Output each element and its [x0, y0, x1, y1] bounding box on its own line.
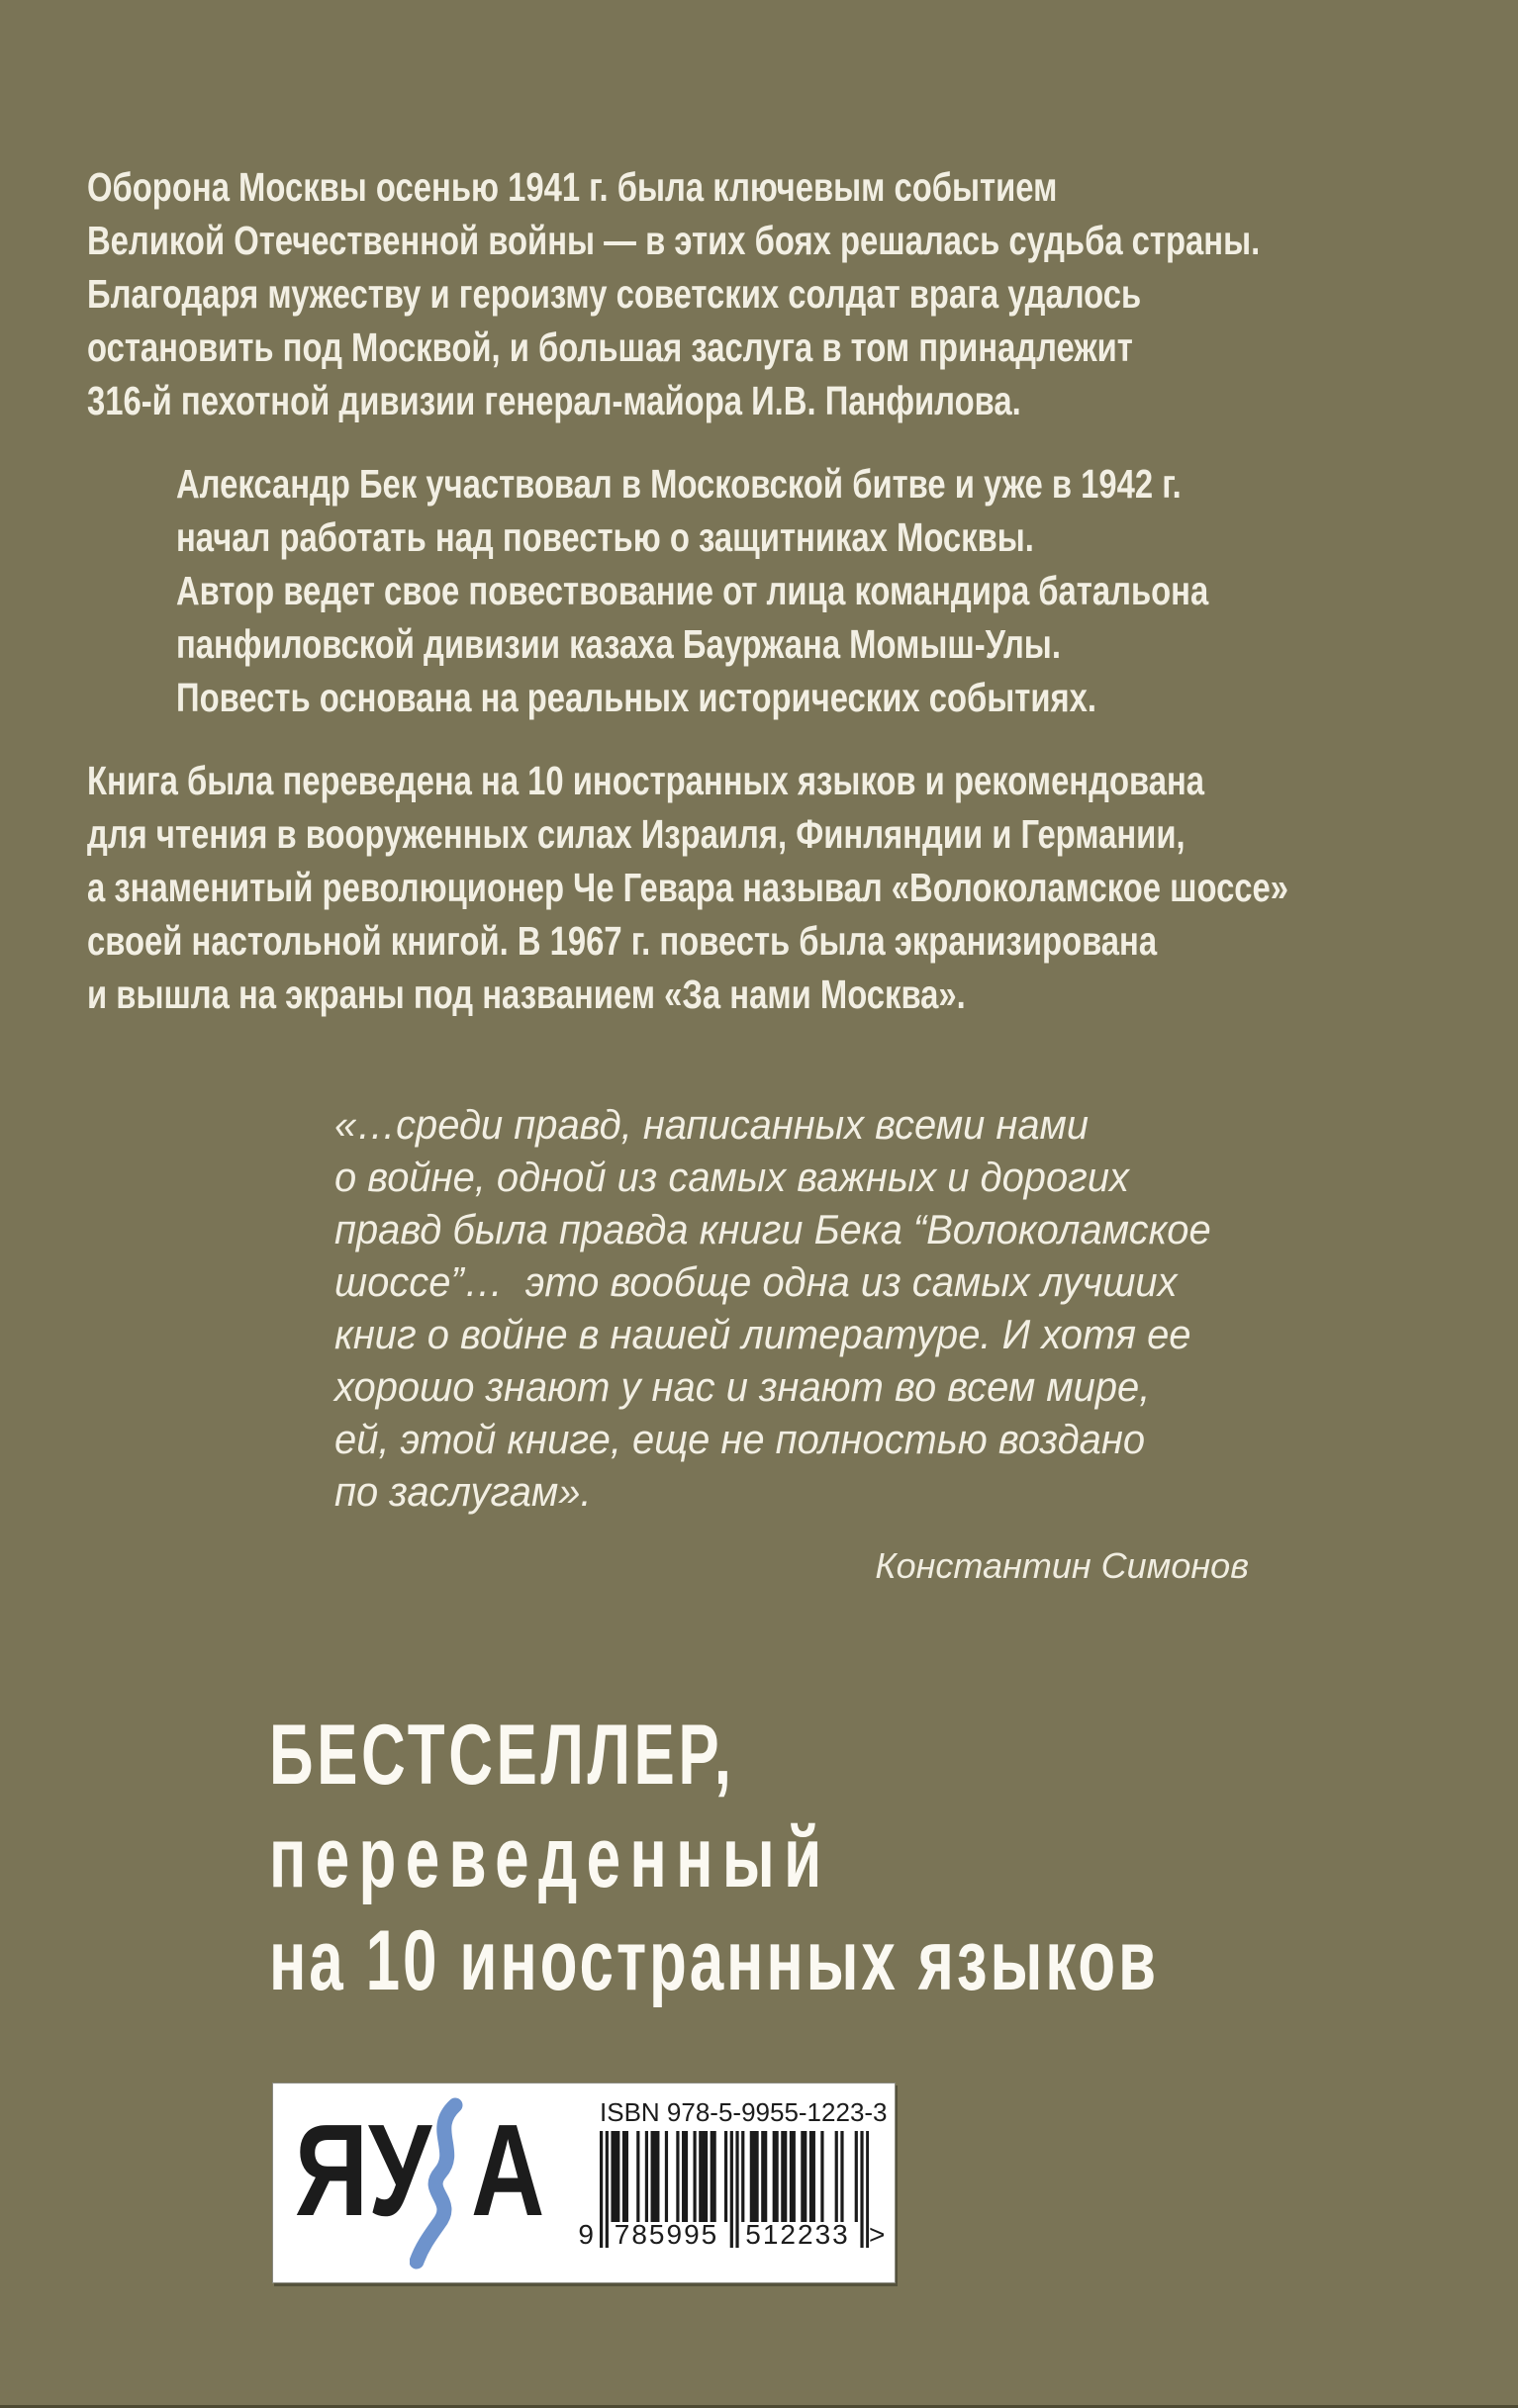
- synopsis-line: своей настольной книгой. В 1967 г. повесть была экранизирована: [87, 918, 1158, 964]
- synopsis-line: Книга была переведена на 10 иностранных языков и рекомендована: [87, 758, 1205, 803]
- synopsis-line: Благодаря мужеству и героизму советских солдат врага удалось: [87, 271, 1142, 317]
- isbn-label: ISBN 978-5-9955-1223-3: [600, 2097, 888, 2127]
- headline-line-3: на 10 иностранных языков: [269, 1913, 1159, 2008]
- quote-line: о войне, одной из самых важных и дорогих: [334, 1154, 1129, 1200]
- synopsis-line: начал работать над повестью о защитниках Москвы.: [176, 514, 1034, 560]
- publisher-barcode-box: [272, 2083, 896, 2283]
- quote-line: «…среди правд, написанных всеми нами: [334, 1101, 1090, 1148]
- synopsis-line: для чтения в вооруженных силах Израиля, Финляндии и Германии,: [87, 811, 1186, 857]
- quote-block: [334, 1098, 1211, 1518]
- logo-letters-right: А: [471, 2097, 545, 2243]
- synopsis-line: Оборона Москвы осенью 1941 г. была ключевым событием: [87, 164, 1058, 210]
- quote-line: книг о войне в нашей литературе. И хотя ее: [334, 1311, 1191, 1357]
- quote-attribution: Константин Симонов: [875, 1545, 1249, 1586]
- synopsis-paragraph-3: [87, 754, 1288, 1021]
- synopsis-line: Повесть основана на реальных исторических событиях.: [176, 675, 1096, 720]
- publisher-logo: [273, 2084, 570, 2284]
- quote-line: шоссе”… это вообще одна из самых лучших: [334, 1258, 1178, 1305]
- synopsis-line: 316-й пехотной дивизии генерал-майора И.В. Панфилова.: [87, 378, 1021, 423]
- barcode-digits-right: 512233: [745, 2219, 850, 2250]
- barcode-digits-left: 785995: [614, 2219, 719, 2250]
- quote-line: ей, этой книге, еще не полностью воздано: [334, 1416, 1146, 1462]
- headline: [269, 1704, 1159, 2012]
- logo-letters-left: ЯУ: [295, 2097, 432, 2243]
- synopsis-line: панфиловской дивизии казаха Бауржана Момыш-Улы.: [176, 621, 1061, 667]
- synopsis-line: Великой Отечественной войны — в этих боях решалась судьба страны.: [87, 218, 1261, 263]
- quote-line: по заслугам».: [334, 1468, 592, 1515]
- headline-line-2: переведенный: [269, 1810, 831, 1905]
- synopsis-line: остановить под Москвой, и большая заслуга в том принадлежит: [87, 324, 1133, 370]
- barcode-first-digit: 9: [578, 2219, 596, 2250]
- barcode-trailer: >: [869, 2219, 888, 2250]
- quote-line: правд была правда книги Бека “Волоколамское: [334, 1206, 1211, 1252]
- synopsis-paragraph-2: [176, 457, 1208, 724]
- synopsis-line: Автор ведет свое повествование от лица командира батальона: [176, 568, 1209, 613]
- synopsis-line: и вышла на экраны под названием «За нами Москва».: [87, 972, 966, 1017]
- synopsis-line: а знаменитый революционер Че Гевара называл «Волоколамское шоссе»: [87, 865, 1289, 910]
- synopsis-line: Александр Бек участвовал в Московской битве и уже в 1942 г.: [176, 461, 1182, 507]
- headline-line-1: БЕСТСЕЛЛЕР,: [269, 1708, 735, 1803]
- synopsis-paragraph-1: [87, 160, 1260, 427]
- logo-wave-icon: [410, 2097, 471, 2271]
- quote-line: хорошо знают у нас и знают во всем мире,: [334, 1363, 1151, 1410]
